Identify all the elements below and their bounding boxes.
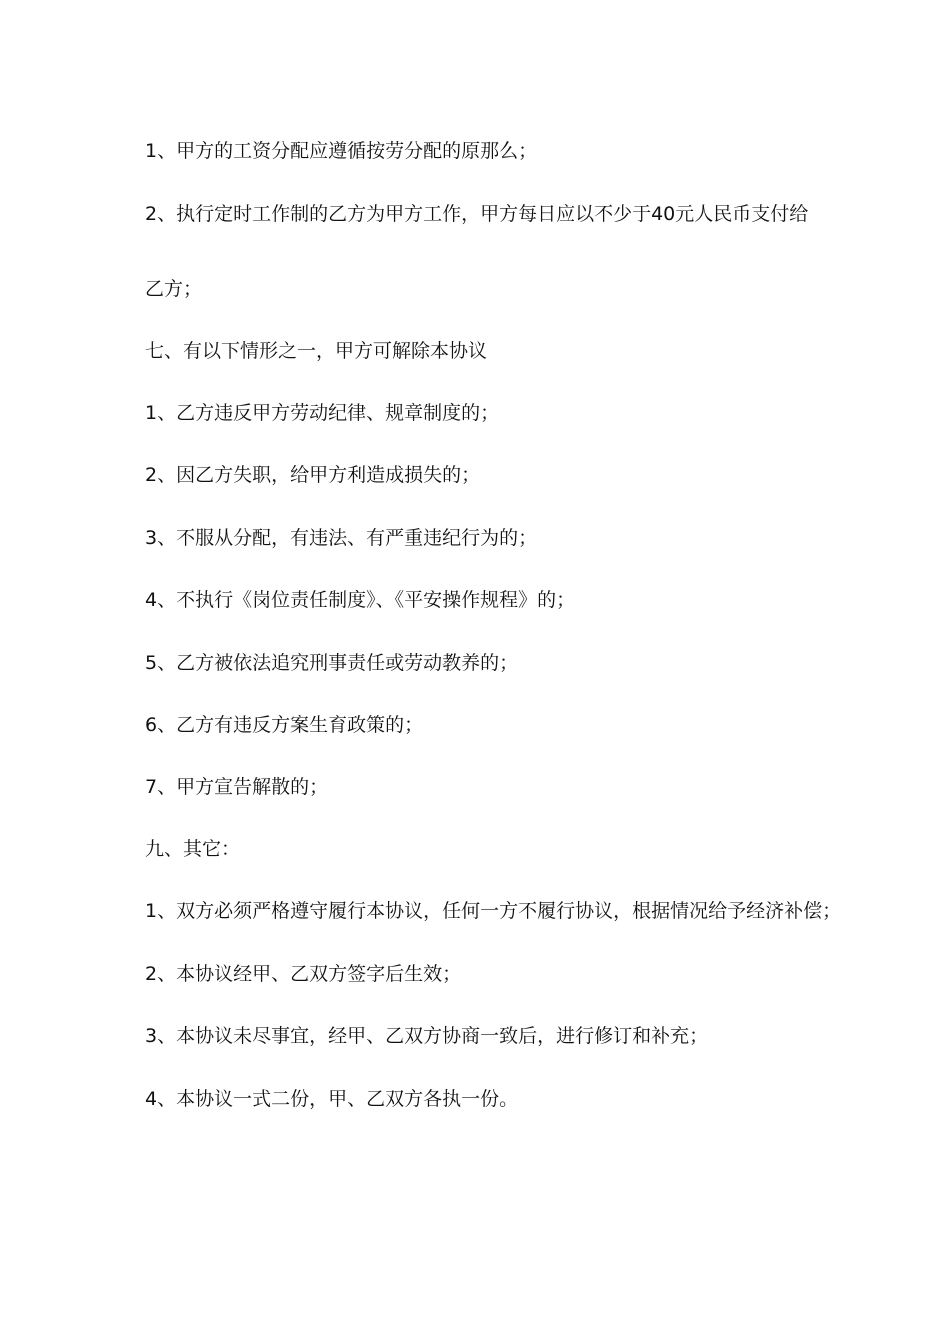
clause-seven-item-2: 2、因乙方失职，给甲方利造成损失的； — [145, 464, 481, 486]
clause-nine-item-4: 4、本协议一式二份，甲、乙双方各执一份。 — [145, 1088, 519, 1110]
clause-six-item-2: 2、执行定时工作制的乙方为甲方工作，甲方每日应以不少于40元人民币支付给 — [145, 203, 809, 225]
clause-six-item-1: 1、甲方的工资分配应遵循按劳分配的原那么； — [145, 140, 538, 162]
clause-seven-item-4: 4、不执行《岗位责任制度》、《平安操作规程》的； — [145, 589, 576, 611]
clause-seven-item-6: 6、乙方有违反方案生育政策的； — [145, 714, 424, 736]
clause-seven-item-1: 1、乙方违反甲方劳动纪律、规章制度的； — [145, 402, 500, 424]
clause-six-item-2-continued: 乙方； — [145, 278, 203, 300]
clause-seven-item-5: 5、乙方被依法追究刑事责任或劳动教养的； — [145, 652, 519, 674]
section-seven-heading: 七、有以下情形之一，甲方可解除本协议 — [145, 340, 488, 362]
clause-nine-item-2: 2、本协议经甲、乙双方签字后生效； — [145, 963, 462, 985]
clause-nine-item-3: 3、本协议未尽事宜，经甲、乙双方协商一致后，进行修订和补充； — [145, 1025, 709, 1047]
clause-nine-item-1: 1、双方必须严格遵守履行本协议，任何一方不履行协议，根据情况给予经济补偿； — [145, 900, 842, 922]
section-nine-heading: 九、其它： — [145, 838, 241, 860]
clause-seven-item-7: 7、甲方宣告解散的； — [145, 776, 329, 798]
clause-seven-item-3: 3、不服从分配，有违法、有严重违纪行为的； — [145, 527, 538, 549]
